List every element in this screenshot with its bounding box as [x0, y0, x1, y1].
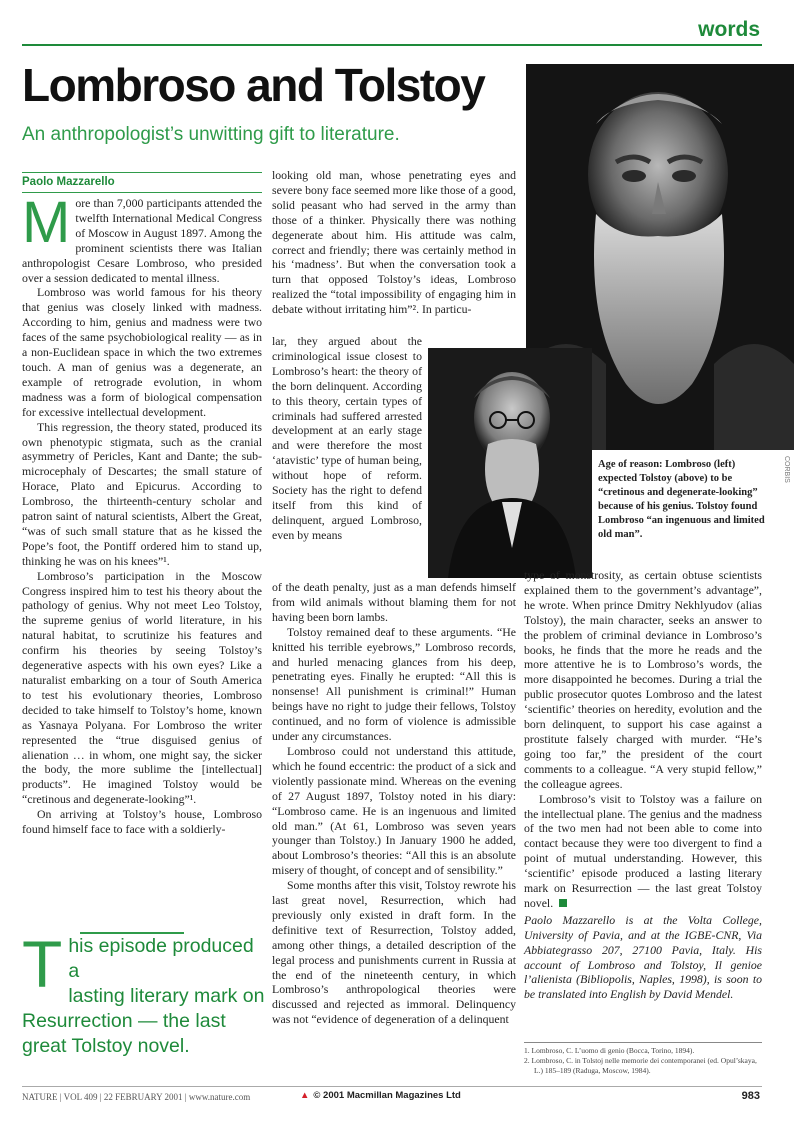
- body-paragraph: looking old man, whose penetrating eyes and severe bony face seemed more like those of a good, solid peasant who had served in the army than those of a thinker. Physically there was nothing degenerate about him. His attitude was calm, correct and friendly; there was certainly method in his ‘madness’. But when the conversation took a turn that opposed Tolstoy’s ideas, Lombroso realized the “total impossibility of engaging him in debate without irritating him”². In particu-: [272, 168, 516, 317]
- page-number: 983: [741, 1090, 760, 1102]
- body-paragraph: of the death penalty, just as a man defends himself from wild animals without blaming them for not having been born lambs.: [272, 580, 516, 624]
- photo-caption: Age of reason: Lombroso (left) expected Tolstoy (above) to be “cretinous and degenerate-looking” because of his genius. Tolstoy found Lombroso “an ingenuous and limited old man”.: [598, 459, 765, 540]
- section-rule: [22, 44, 762, 46]
- body-paragraph: lar, they argued about the criminological issue closest to Lombroso’s heart: the theory of the born delinquent. According to this theory, certain types of criminals had suffered arrested development at an early stage and were therefore the most ‘atavistic’ type of human being, without hope of reform. Society has the right to defend itself from this kind of delinquent, argued Lombroso, even by means: [272, 334, 422, 542]
- body-paragraph: type of monstrosity, as certain obtuse scientists explained them to the government’s advantage”, he wrote. When prince Dmitry Nekhlyudov (alias Tolstoy), the main character, seeks an answer to the problem of criminal deviance in Lombroso’s books, he finds that the more he reads and the more attentive he is to Lombroso’s words, the more disappointed he becomes. During a trial the public prosecutor quotes Lombroso and the latest ‘scientific’ theories on heredity, evolution and the born delinquent, to support his case against a prostitute falsely charged with murder. “He’s going too far,” the president of the court comments to a colleague. “A very stupid fellow,” the colleague agrees.: [524, 568, 762, 791]
- section-label: words: [698, 18, 760, 41]
- end-mark: [559, 899, 567, 907]
- author-bio: Paolo Mazzarello is at the Volta College, University of Pavia, and at the IGBE-CNR, Via Abbiategrasso 207, 27100 Pavia, Italy. His account of Lombroso and Tolstoy, Il genioe l’alienista (Bibliopolis, Naples, 1998), is soon to be translated into English by David Mendel.: [524, 912, 762, 1002]
- author-rule-bottom: [22, 192, 262, 193]
- article-standfirst: An anthropologist’s unwitting gift to literature.: [22, 124, 400, 145]
- footer-rule: [22, 1086, 762, 1087]
- article-title: Lombroso and Tolstoy: [22, 59, 485, 111]
- pull-quote-line-1: his episode produced a: [68, 935, 254, 982]
- pull-quote-initial: T: [22, 927, 63, 1001]
- drop-cap: M: [22, 196, 71, 255]
- body-paragraph: More than 7,000 participants attended the twelfth International Medical Congress of Moscow in August 1897. Among the prominent scientists there was Italian anthropologist Cesare Lombroso, who presided over a session dedicated to mental illness.: [22, 196, 262, 285]
- body-column-2-narrow: [272, 334, 422, 543]
- body-paragraph: On arriving at Tolstoy’s house, Lombroso found himself face to face with a soldierly-: [22, 807, 262, 837]
- body-paragraph: Lombroso could not understand this attitude, which he found eccentric: the product of a sick and violently passionate mind. Whereas on the evening of 27 August 1897, Tolstoy noted in his diary: “Lombroso came. He is an ingenuous and limited old man.” (At 61, Lombroso was seven years younger than Tolstoy.) In January 1900 he added, about Lombroso’s theories: “All this is an absolute misery of thought, of concept and of sensibility.”: [272, 743, 516, 878]
- publisher-logo-icon: ▲: [300, 1090, 310, 1101]
- body-column-3: [524, 568, 762, 1002]
- footnote-rule: [524, 1042, 762, 1043]
- body-paragraph: Lombroso’s participation in the Moscow Congress inspired him to test his theory about the pathology of genius. Why not meet Leo Tolstoy, the supreme genius of world literature, in his natural habitat, to scrutinize his features and confirm his theories by seeing Tolstoy’s degenerative aspects with his own eyes? Like a naturalist embarking on a tour of South America to test his evolutionary theories, Lombroso decided to take himself to Tolstoy’s home, known as Yasnaya Polyana. For Lombroso the writer represented the “true disguised genius of alienation … in whom, one might say, the sicker the body, the more sublime the [intellectual] products”. He imagined Tolstoy would be “cretinous and degenerate-looking”¹.: [22, 568, 262, 807]
- author-name: Paolo Mazzarello: [22, 176, 115, 188]
- pull-quote-line-2: lasting literary mark on Resurrection — the last great Tolstoy novel.: [22, 985, 265, 1057]
- pull-quote: [22, 927, 266, 1059]
- footer-journal-info: NATURE | VOL 409 | 22 FEBRUARY 2001 | www.nature.com: [22, 1092, 251, 1102]
- body-paragraph: Tolstoy remained deaf to these arguments. “He knitted his terrible eyebrows,” Lombroso records, and hurled menacing glances from his deep, penetrating eyes. Finally he erupted: “All this is nonsense! All punishment is criminal!” Human beings have no right to judge their fellows, Tolstoy continued, and no form of violence is admissible under any circumstances.: [272, 624, 516, 744]
- lombroso-portrait-illustration: [428, 348, 592, 578]
- author-rule-top: [22, 172, 262, 173]
- body-column-2-top: [272, 168, 516, 317]
- body-column-1: [22, 196, 262, 896]
- body-paragraph: This regression, the theory stated, produced its own phenotypic stigmata, such as the cranial asymmetry of Pericles, Kant and Dante; the sub-microcephaly of Descartes; the small stature of Horace, Plato and Epicurus. According to Lombroso, the thirteenth-century scholar and patron saint of natural scientists, Albert the Great, “was of such small stature that as he kissed the Pope’s foot, the Pontiff ordered him to stand up, thinking he was on his knees”¹.: [22, 419, 262, 568]
- body-paragraph: Lombroso’s visit to Tolstoy was a failure on the intellectual plane. The genius and the madness of the two men had not been able to come into contact because they were too divergent to find a point of mutual understanding. However, this ‘scientific’ episode produced a lasting literary mark on Resurrection — the last great Tolstoy novel.: [524, 791, 762, 910]
- lombroso-photo: [428, 348, 592, 578]
- footer-copyright: ▲ © 2001 Macmillan Magazines Ltd: [300, 1090, 461, 1101]
- body-paragraph: Lombroso was world famous for his theory that genius was closely linked with madness. According to him, genius and madness were two faces of the same psychobiological reality — as in a non-Euclidean space in which the two extremes touch. A man of genius was a degenerate, an example of retrograde evolution, in whom madness was a form of biological compensation for excessive intellectual development.: [22, 285, 262, 419]
- photo-credit: CORBIS: [783, 456, 790, 483]
- body-paragraph: Some months after this visit, Tolstoy rewrote his last great novel, Resurrection, which had previously only existed in draft form. In the definitive text of Resurrection, Tolstoy added, among other things, a detailed description of the legal process and punishments current in Russia at the end of the nineteenth century, in which Lombroso’s anthropological theories were discussed and rejected as immoral. Delinquency was not “evidence of degeneration of a delinquent: [272, 878, 516, 1027]
- footnotes: [524, 1046, 762, 1076]
- body-column-2-bottom: [272, 580, 516, 1080]
- footnote-item: 2. Lombroso, C. in Tolstoj nelle memorie dei contemporanei (ed. Opul’skaya, L.) 185–189 (Raduga, Moscow, 1984).: [524, 1056, 757, 1075]
- footnote-item: 1. Lombroso, C. L’uomo di genio (Bocca, Torino, 1894).: [524, 1046, 695, 1055]
